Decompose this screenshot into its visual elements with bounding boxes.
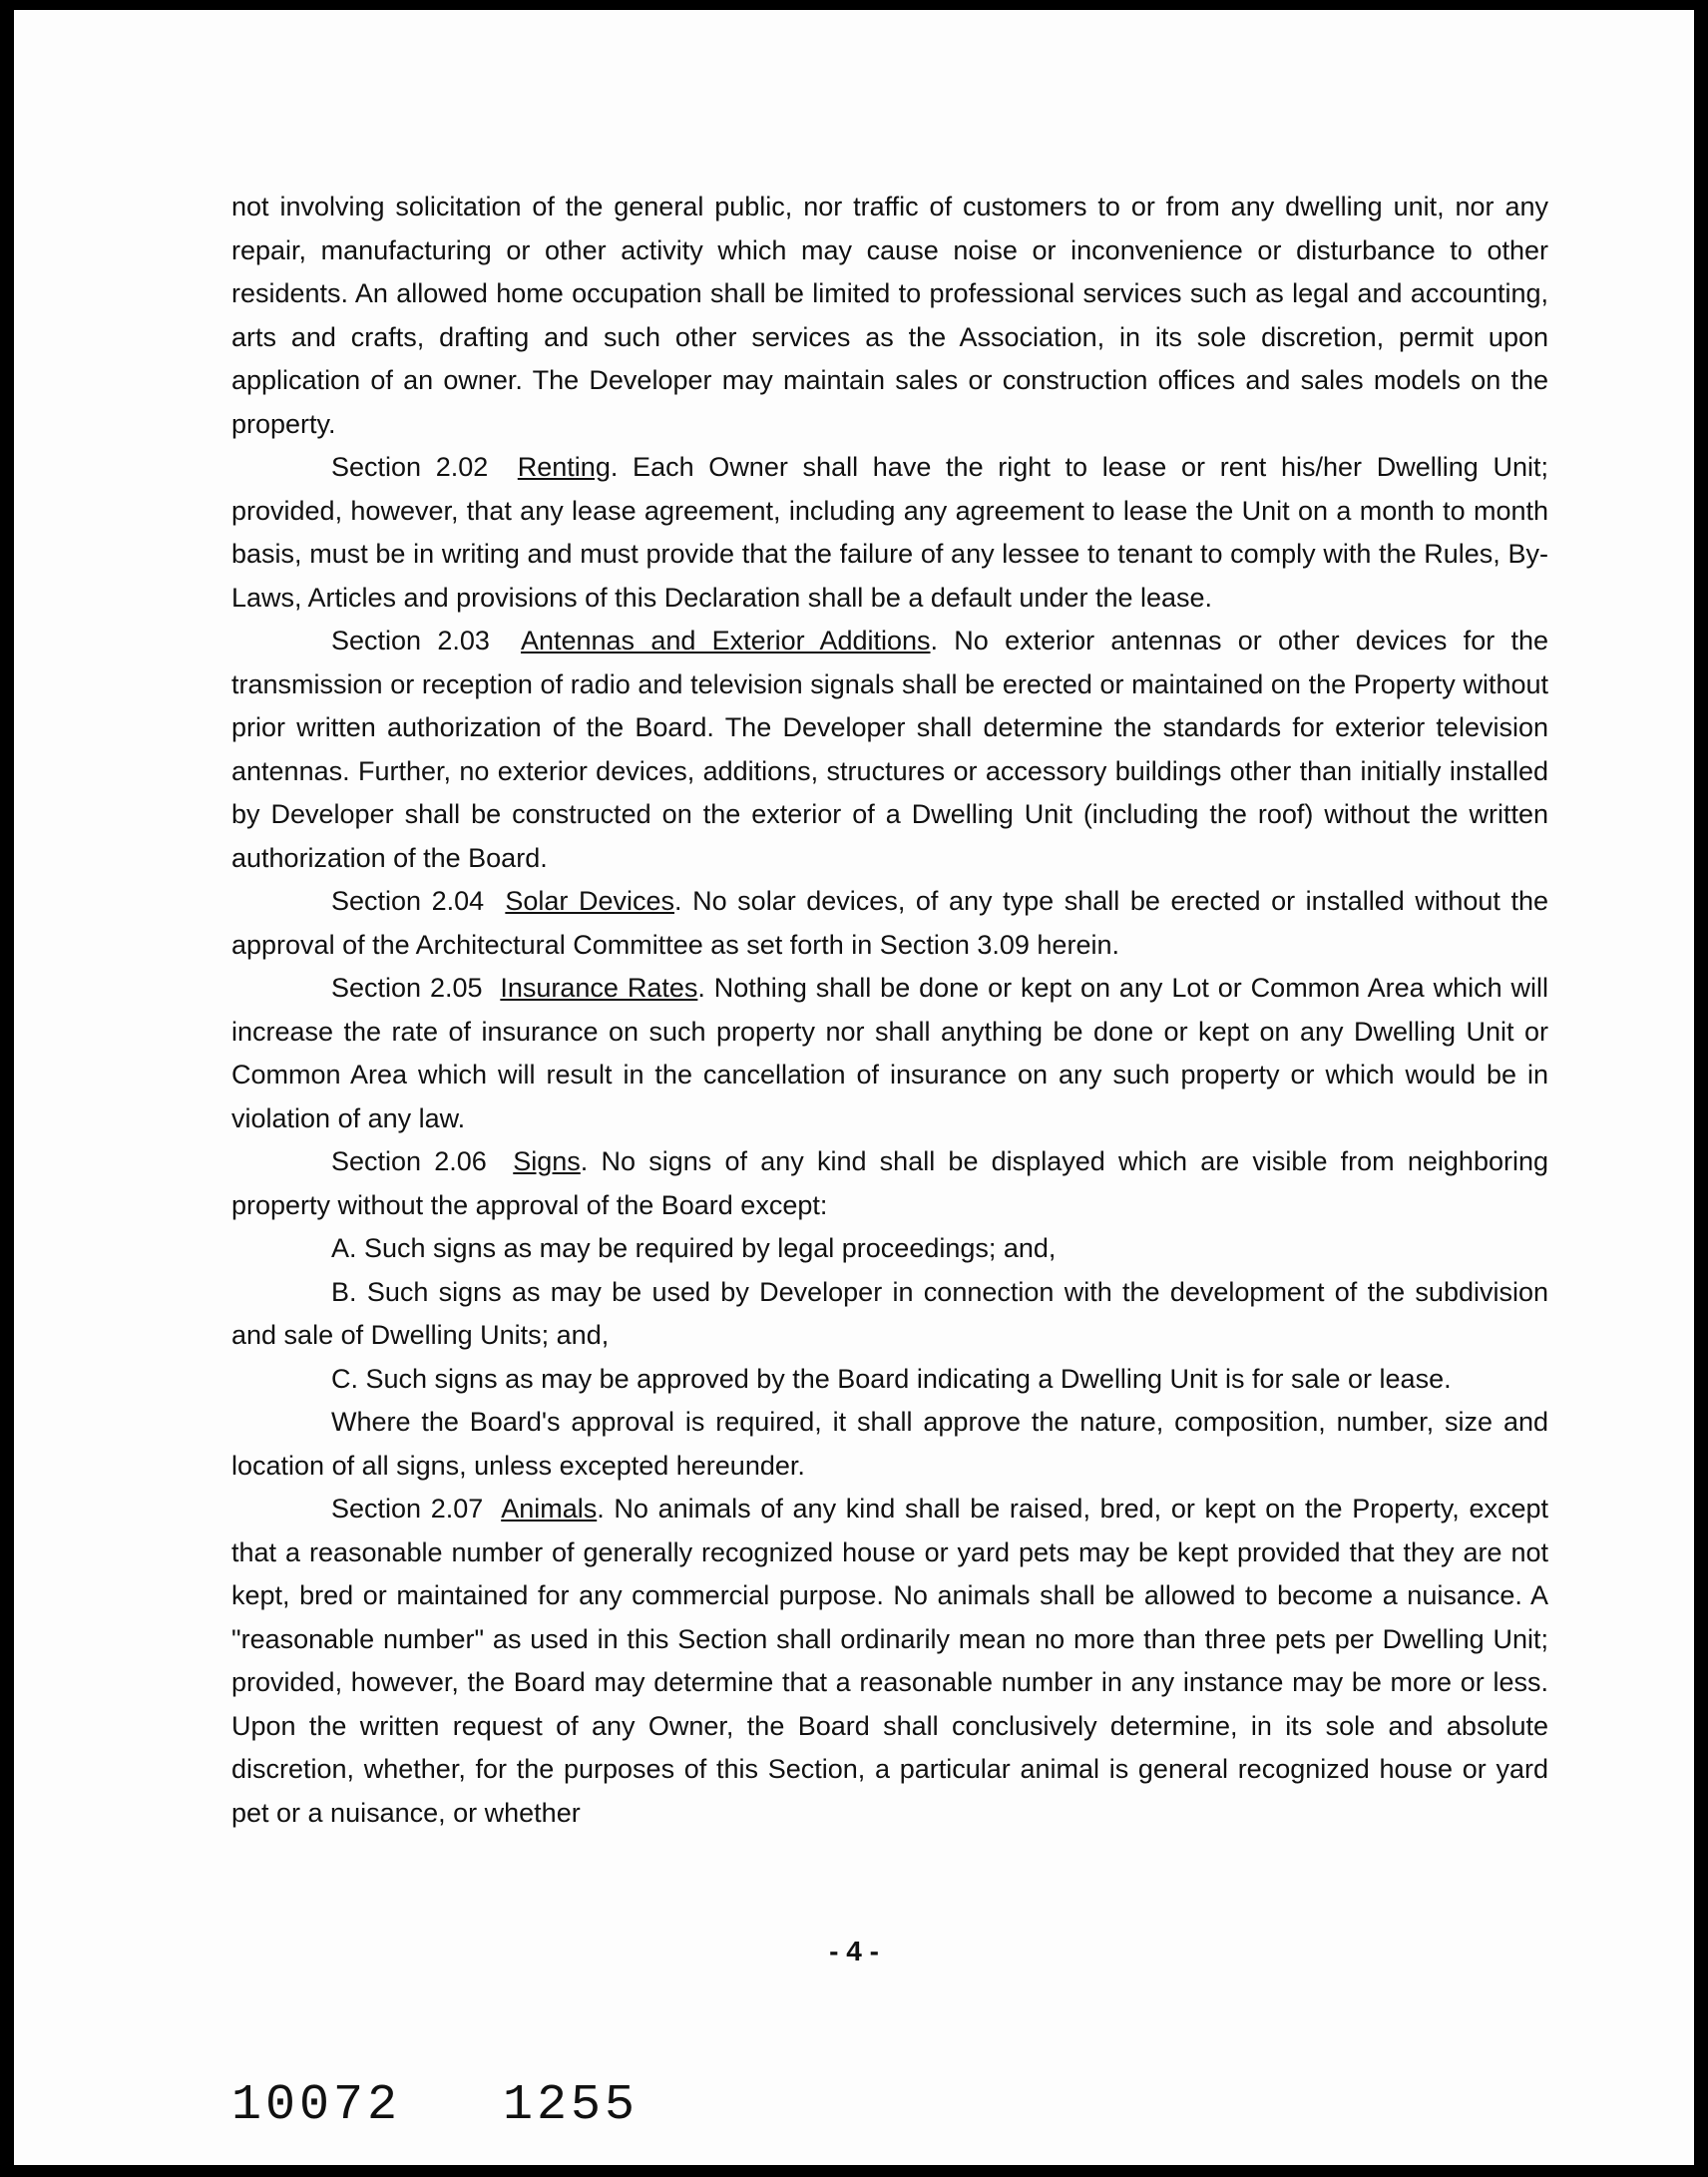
- section-2-04: [231, 880, 1548, 967]
- section-2-05: [231, 967, 1548, 1140]
- section-heading: Solar Devices: [505, 886, 674, 916]
- document-page: [14, 10, 1694, 2165]
- continuation-paragraph: not involving solicitation of the general public, nor traffic of customers to or from any dwelling unit, nor any repair, manufacturing or other activity which may cause noise or inconvenience or disturbance to other residents. An allowed home occupation shall be limited to professional services such as legal and accounting, arts and crafts, drafting and such other services as the Association, in its sole discretion, permit upon application of an owner. The Developer may maintain sales or construction offices and sales models on the property.: [231, 192, 1548, 439]
- section-heading: Insurance Rates: [500, 973, 698, 1003]
- sign-item-c: C. Such signs as may be approved by the Board indicating a Dwelling Unit is for sale or lease.: [331, 1363, 1452, 1394]
- section-number: Section 2.06: [331, 1146, 487, 1176]
- section-number: Section 2.03: [331, 626, 490, 655]
- section-text: . No signs of any kind shall be displayed which are visible from neighboring property without the approval of the Board except:: [231, 1146, 1548, 1220]
- document-body: [231, 186, 1548, 1835]
- section-number: Section 2.05: [331, 973, 483, 1003]
- section-2-06: [231, 1140, 1548, 1227]
- section-heading: Antennas and Exterior Additions: [520, 626, 931, 655]
- signs-approval-paragraph: Where the Board's approval is required, it shall approve the nature, composition, number, size and location of all signs, unless excepted hereunder.: [231, 1407, 1548, 1481]
- section-2-07: [231, 1488, 1548, 1835]
- section-text: . No solar devices, of any type shall be erected or installed without the approval of the Architectural Committee as set forth in Section 3.09 herein.: [231, 886, 1548, 960]
- sign-item-a: A. Such signs as may be required by legal proceedings; and,: [331, 1233, 1057, 1263]
- section-2-03: [231, 620, 1548, 880]
- section-text: . No animals of any kind shall be raised, bred, or kept on the Property, except that a reasonable number of generally recognized house or yard pets may be kept provided that they are not kept, bred or maintained for any commercial purpose. No animals shall be allowed to become a nuisance. A "reasonable number" as used in this Section shall ordinarily mean no more than three pets per Dwelling Unit; provided, however, the Board may determine that a reasonable number in any instance may be more or less. Upon the written request of any Owner, the Board shall conclusively determine, in its sole and absolute discretion, whether, for the purposes of this Section, a particular animal is general recognized house or yard pet or a nuisance, or whether: [231, 1494, 1548, 1828]
- section-number: Section 2.02: [331, 452, 489, 482]
- stamp-book: 10072: [231, 2077, 402, 2134]
- sign-item-b: B. Such signs as may be used by Developer in connection with the development of the subdivision and sale of Dwelling Units; and,: [231, 1276, 1548, 1350]
- section-2-02: [231, 446, 1548, 620]
- section-heading: Renting: [517, 452, 611, 482]
- section-text: . Each Owner shall have the right to lease or rent his/her Dwelling Unit; provided, however, that any lease agreement, including any agreement to lease the Unit on a month to month basis, must be in writing and must provide that the failure of any lessee to tenant to comply with the Rules, By-Laws, Articles and provisions of this Declaration shall be a default under the lease.: [231, 452, 1548, 613]
- section-text: . Nothing shall be done or kept on any Lot or Common Area which will increase the rate of insurance on such property nor shall anything be done or kept on any Dwelling Unit or Common Area which will result in the cancellation of insurance on any such property or which would be in violation of any law.: [231, 973, 1548, 1133]
- section-heading: Animals: [501, 1494, 598, 1524]
- recording-stamp: [231, 2077, 639, 2134]
- section-number: Section 2.07: [331, 1494, 484, 1524]
- stamp-page: 1255: [503, 2077, 640, 2134]
- section-text: . No exterior antennas or other devices for the transmission or reception of radio and television signals shall be erected or maintained on the Property without prior written authorization of the Board. The Developer shall determine the standards for exterior television antennas. Further, no exterior devices, additions, structures or accessory buildings other than initially installed by Developer shall be constructed on the exterior of a Dwelling Unit (including the roof) without the written authorization of the Board.: [231, 626, 1549, 873]
- section-heading: Signs: [513, 1146, 581, 1176]
- section-number: Section 2.04: [331, 886, 485, 916]
- page-number: - 4 -: [829, 1936, 879, 1966]
